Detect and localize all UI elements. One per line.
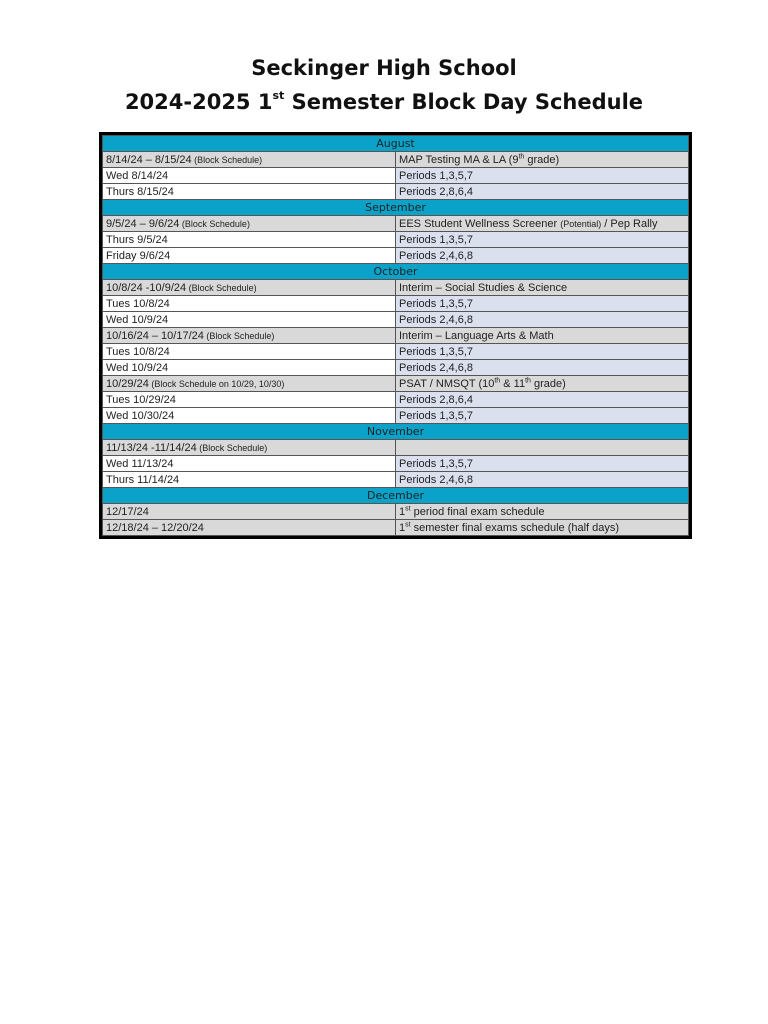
periods-text: Periods 2,8,6,4 <box>399 185 473 198</box>
date-note: (Block Schedule) <box>203 330 275 341</box>
periods-text: Periods 1,3,5,7 <box>399 233 473 246</box>
date-cell <box>103 440 396 456</box>
description-cell <box>396 232 689 248</box>
description-cell <box>396 504 689 520</box>
description-note: (Potential) <box>560 218 602 229</box>
description-text: Interim – Language Arts & Math <box>399 329 554 342</box>
date-text: Thurs 8/15/24 <box>106 185 174 198</box>
date-cell <box>103 392 396 408</box>
month-name: October <box>103 264 689 280</box>
date-text: 10/16/24 – 10/17/24 <box>106 329 204 342</box>
month-name: September <box>103 200 689 216</box>
date-text: 11/13/24 -11/14/24 <box>106 441 197 454</box>
date-cell <box>103 280 396 296</box>
description-text: 1 <box>399 521 406 534</box>
description-cell <box>396 312 689 328</box>
date-text: Tues 10/29/24 <box>106 393 176 406</box>
day-row <box>103 184 689 200</box>
date-cell <box>103 376 396 392</box>
schedule-table <box>99 132 692 539</box>
periods-text: Periods 2,4,6,8 <box>399 249 473 262</box>
date-text: Tues 10/8/24 <box>106 297 170 310</box>
description-cell <box>396 328 689 344</box>
date-cell <box>103 248 396 264</box>
date-cell <box>103 184 396 200</box>
date-text: 8/14/24 – 8/15/24 <box>106 153 192 166</box>
date-text: 12/17/24 <box>106 505 149 518</box>
date-cell <box>103 152 396 168</box>
description-cell <box>396 520 689 536</box>
day-row <box>103 248 689 264</box>
description-text: MAP Testing MA & LA (9 <box>399 153 519 166</box>
day-row <box>103 392 689 408</box>
description-cell <box>396 248 689 264</box>
date-note: (Block Schedule) <box>179 218 250 229</box>
date-cell <box>103 360 396 376</box>
date-text: Wed 10/9/24 <box>106 313 169 326</box>
description-cell <box>396 440 689 456</box>
day-row <box>103 472 689 488</box>
periods-text: Periods 1,3,5,7 <box>399 169 473 182</box>
description-text: EES Student Wellness Screener <box>399 217 561 230</box>
date-note: (Block Schedule on 10/29, 10/30) <box>148 378 285 389</box>
date-text: 10/29/24 <box>106 377 149 390</box>
month-header <box>103 136 689 152</box>
periods-text: Periods 1,3,5,7 <box>399 457 473 470</box>
periods-text: Periods 1,3,5,7 <box>399 297 473 310</box>
month-header <box>103 264 689 280</box>
description-cell <box>396 296 689 312</box>
description-cell <box>396 392 689 408</box>
periods-text: Periods 1,3,5,7 <box>399 345 473 358</box>
semester-text: Semester Block Day Schedule <box>284 90 644 114</box>
day-row <box>103 456 689 472</box>
date-cell <box>103 520 396 536</box>
description-cell <box>396 184 689 200</box>
date-text: 10/8/24 -10/9/24 <box>106 281 187 294</box>
date-cell <box>103 216 396 232</box>
description-cell <box>396 376 689 392</box>
superscript: th <box>494 376 501 384</box>
day-row <box>103 168 689 184</box>
date-cell <box>103 344 396 360</box>
day-row <box>103 408 689 424</box>
description-cell <box>396 472 689 488</box>
date-cell <box>103 232 396 248</box>
event-row <box>103 376 689 392</box>
date-cell <box>103 408 396 424</box>
date-text: Thurs 11/14/24 <box>106 473 180 486</box>
event-row <box>103 280 689 296</box>
description-text: 1 <box>399 505 406 518</box>
school-title: Seckinger High School <box>251 56 517 80</box>
periods-text: Periods 2,4,6,8 <box>399 313 473 326</box>
date-cell <box>103 312 396 328</box>
date-text: Tues 10/8/24 <box>106 345 170 358</box>
date-cell <box>103 456 396 472</box>
periods-text: Periods 2,4,6,8 <box>399 361 473 374</box>
year-text: 2024-2025 1 <box>124 90 273 114</box>
periods-text: Periods 2,4,6,8 <box>399 473 473 486</box>
description-cell <box>396 344 689 360</box>
month-header <box>103 488 689 504</box>
day-row <box>103 360 689 376</box>
schedule-title <box>0 90 768 114</box>
date-text: Wed 10/9/24 <box>106 361 169 374</box>
event-row <box>103 440 689 456</box>
date-text: Wed 10/30/24 <box>106 409 175 422</box>
description-cell <box>396 216 689 232</box>
description-cell <box>396 408 689 424</box>
date-note: (Block Schedule) <box>186 282 257 293</box>
periods-text: Periods 2,8,6,4 <box>399 393 473 406</box>
event-row <box>103 216 689 232</box>
date-text: Wed 8/14/24 <box>106 169 169 182</box>
superscript: th <box>525 376 531 384</box>
superscript: th <box>518 152 525 160</box>
description-text: Interim – Social Studies & Science <box>399 281 568 294</box>
day-row <box>103 296 689 312</box>
date-text: Friday 9/6/24 <box>106 249 171 262</box>
month-header <box>103 424 689 440</box>
date-text: Wed 11/13/24 <box>106 457 174 470</box>
day-row <box>103 312 689 328</box>
description-text: period final exam schedule <box>410 505 545 518</box>
date-note: (Block Schedule) <box>196 442 268 453</box>
month-name: August <box>103 136 689 152</box>
event-row <box>103 152 689 168</box>
date-cell <box>103 296 396 312</box>
day-row <box>103 232 689 248</box>
date-text: 12/18/24 – 12/20/24 <box>106 521 204 534</box>
month-header <box>103 200 689 216</box>
description-text: PSAT / NMSQT (10 <box>399 377 495 390</box>
superscript: st <box>405 520 411 528</box>
superscript: st <box>405 504 411 512</box>
date-note: (Block Schedule) <box>191 154 263 165</box>
event-row <box>103 504 689 520</box>
description-text: grade) <box>524 153 560 166</box>
date-cell <box>103 472 396 488</box>
date-text: 9/5/24 – 9/6/24 <box>106 217 180 230</box>
periods-text: Periods 1,3,5,7 <box>399 409 473 422</box>
description-text: & 11 <box>500 377 526 390</box>
event-row <box>103 520 689 536</box>
description-text: / Pep Rally <box>601 217 658 230</box>
month-name: December <box>103 488 689 504</box>
description-text: grade) <box>530 377 566 390</box>
date-cell <box>103 328 396 344</box>
event-row <box>103 328 689 344</box>
description-text: semester final exams schedule (half days) <box>410 521 620 534</box>
description-cell <box>396 280 689 296</box>
date-cell <box>103 504 396 520</box>
day-row <box>103 344 689 360</box>
description-cell <box>396 152 689 168</box>
description-cell <box>396 360 689 376</box>
month-name: November <box>103 424 689 440</box>
description-cell <box>396 456 689 472</box>
year-superscript: st <box>272 89 285 102</box>
description-cell <box>396 168 689 184</box>
date-text: Thurs 9/5/24 <box>106 233 168 246</box>
date-cell <box>103 168 396 184</box>
